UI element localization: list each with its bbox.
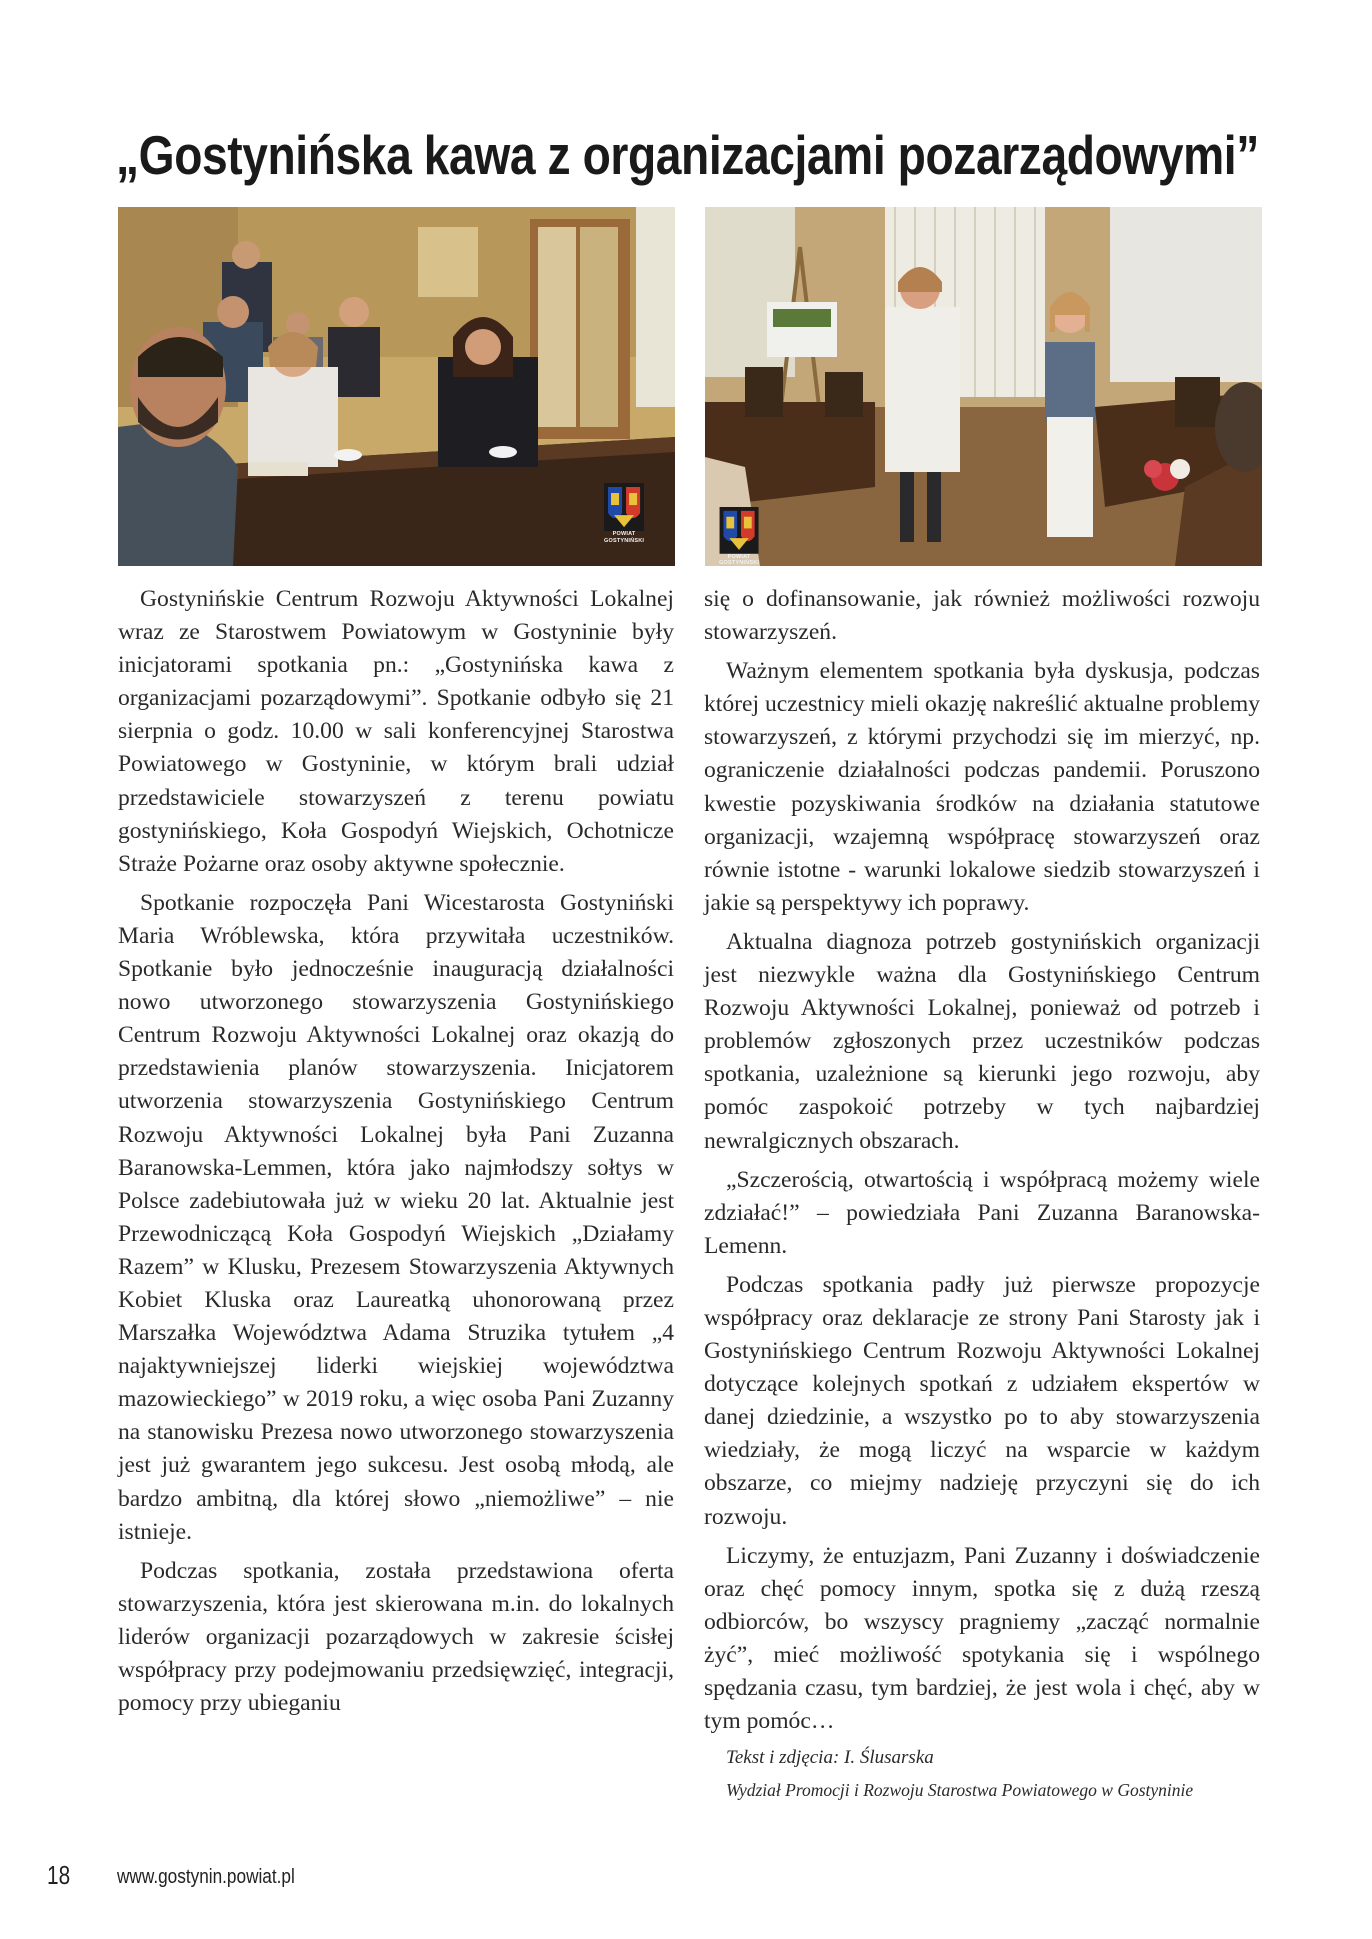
meeting-photo-participants bbox=[118, 207, 675, 566]
page-number: 18 bbox=[47, 1860, 71, 1890]
article-paragraph: Ważnym elementem spotkania była dyskusja, podczas której uczestnicy mieli okazję nakreślić aktualne problemy stowarzyszeń, z którymi przychodzi się im mierzyć, np. ograniczenie działalności podczas pandemii. Poruszono kwestie pozyskiwania środków na działania statutowe organizacji, wzajemną współpracę stowarzyszeń oraz równie istotne - warunki lokalowe siedzib stowarzyszeń i jakie są perspektywy ich poprawy. bbox=[704, 658, 1260, 916]
article-paragraph: Spotkanie rozpoczęła Pani Wicestarosta Gostyniński Maria Wróblewska, która przywitała uczestników. Spotkanie było jednocześnie inauguracją działalności nowo utworzonego stowarzyszenia Gostynińskiego Centrum Rozwoju Aktywności Lokalnej oraz okazją do przedstawienia planów stowarzyszenia. Inicjatorem utworzenia stowarzyszenia Gostynińskiego Centrum Rozwoju Aktywności Lokalnej była Pani Zuzanna Baranowska-Lemmen, która jako najmłodszy sołtys w Polsce zadebiutowała już w wieku 20 lat. Aktualnie jest Przewodniczącą Koła Gospodyń Wiejskich „Działamy Razem” w Klusku, Prezesem Stowarzyszenia Aktywnych Kobiet Kluska oraz Laureatką uhonorowaną przez Marszałka Województwa Adama Struzika tytułem „4 najaktywniejszej liderki wiejskiej województwa mazowieckiego” w 2019 roku, a więc osoba Pani Zuzanny na stanowisku Prezesa nowo utworzonego stowarzyszenia jest już gwarantem jego sukcesu. Jest osobą młodą, ale bardzo ambitną, dla której słowo „niemożliwe” – nie istnieje. bbox=[118, 889, 674, 1545]
author-credit: Tekst i zdjęcia: I. Ślusarska bbox=[726, 1747, 934, 1769]
article-paragraph: Gostynińskie Centrum Rozwoju Aktywności Lokalnej wraz ze Starostwem Powiatowym w Gostyninie były inicjatorami spotkania pn.: „Gostynińska kawa z organizacjami pozarządowymi”. Spotkanie odbyło się 21 sierpnia o godz. 10.00 w sali konferencyjnej Starostwa Powiatowego w Gostyninie, w którym brali udział przedstawiciele stowarzyszeń z terenu powiatu gostynińskiego, Koła Gospodyń Wiejskich, Ochotnicze Straże Pożarne oraz osoby aktywne społecznie. bbox=[118, 586, 674, 877]
meeting-photo-participants-image bbox=[118, 207, 675, 566]
department-credit: Wydział Promocji i Rozwoju Starostwa Powiatowego w Gostyninie bbox=[726, 1780, 1194, 1801]
meeting-photo-speakers bbox=[705, 207, 1262, 566]
article-paragraph: Podczas spotkania, została przedstawiona oferta stowarzyszenia, która jest skierowana m.in. do lokalnych liderów organizacji pozarządowych w zakresie ścisłej współpracy przy podejmowaniu przedsięwzięć, integracji, pomocy przy ubieganiu bbox=[118, 1557, 674, 1717]
article-title: „Gostynińska kawa z organizacjami pozarządowymi” bbox=[116, 124, 1259, 186]
logo-caption-line-2: GOSTYNIŃSKI bbox=[719, 560, 760, 566]
coat-of-arms-icon bbox=[604, 483, 644, 531]
powiat-logo-badge bbox=[604, 483, 644, 544]
article-paragraph: Liczymy, że entuzjazm, Pani Zuzanny i doświadczenie oraz chęć pomocy innym, spotka się z dużą rzeszą odbiorców, bo wszyscy pragniemy „zacząć normalnie żyć”, mieć możliwość spotykania się i wspólnego spędzania czasu, tym bardziej, że jest wola i chęć, aby w tym pomóc… bbox=[704, 1542, 1260, 1735]
article-paragraph: Podczas spotkania padły już pierwsze propozycje współpracy oraz deklaracje ze strony Pani Starosty jak i Gostynińskiego Centrum Rozwoju Aktywności Lokalnej dotyczące kolejnych spotkań z udziałem ekspertów w danej dziedzinie, a wszystko po to aby stowarzyszenia wiedziały, że mogą liczyć na wsparcie w każdym obszarze, co miejmy nadzieję przyczyni się do ich rozwoju. bbox=[704, 1271, 1260, 1530]
logo-caption-line-1: POWIAT bbox=[727, 553, 751, 560]
article-paragraph: „Szczerością, otwartością i współpracą możemy wiele zdziałać!” – powiedziała Pani Zuzanna Baranowska-Lemenn. bbox=[704, 1166, 1260, 1259]
article-column-left bbox=[118, 583, 674, 1726]
article-paragraph: Aktualna diagnoza potrzeb gostynińskich organizacji jest niezwykle ważna dla Gostynińskiego Centrum Rozwoju Aktywności Lokalnej, ponieważ od potrzeb i problemów zgłoszonych przez uczestników podczas spotkania, uzależnione są kierunki jego rozwoju, aby pomóc zaspokoić potrzeby w tych najbardziej newralgicznych obszarach. bbox=[704, 928, 1260, 1154]
meeting-photo-speakers-image bbox=[705, 207, 1262, 566]
logo-caption-line-1: POWIAT bbox=[612, 531, 636, 538]
logo-caption-line-2: GOSTYNIŃSKI bbox=[604, 537, 645, 544]
article-paragraph-continued: się o dofinansowanie, jak również możliwości rozwoju stowarzyszeń. bbox=[704, 586, 1260, 646]
article-column-right bbox=[704, 583, 1260, 1808]
website-url: www.gostynin.powiat.pl bbox=[117, 1866, 295, 1888]
powiat-logo-badge-2 bbox=[719, 507, 759, 566]
coat-of-arms-icon bbox=[719, 507, 759, 554]
